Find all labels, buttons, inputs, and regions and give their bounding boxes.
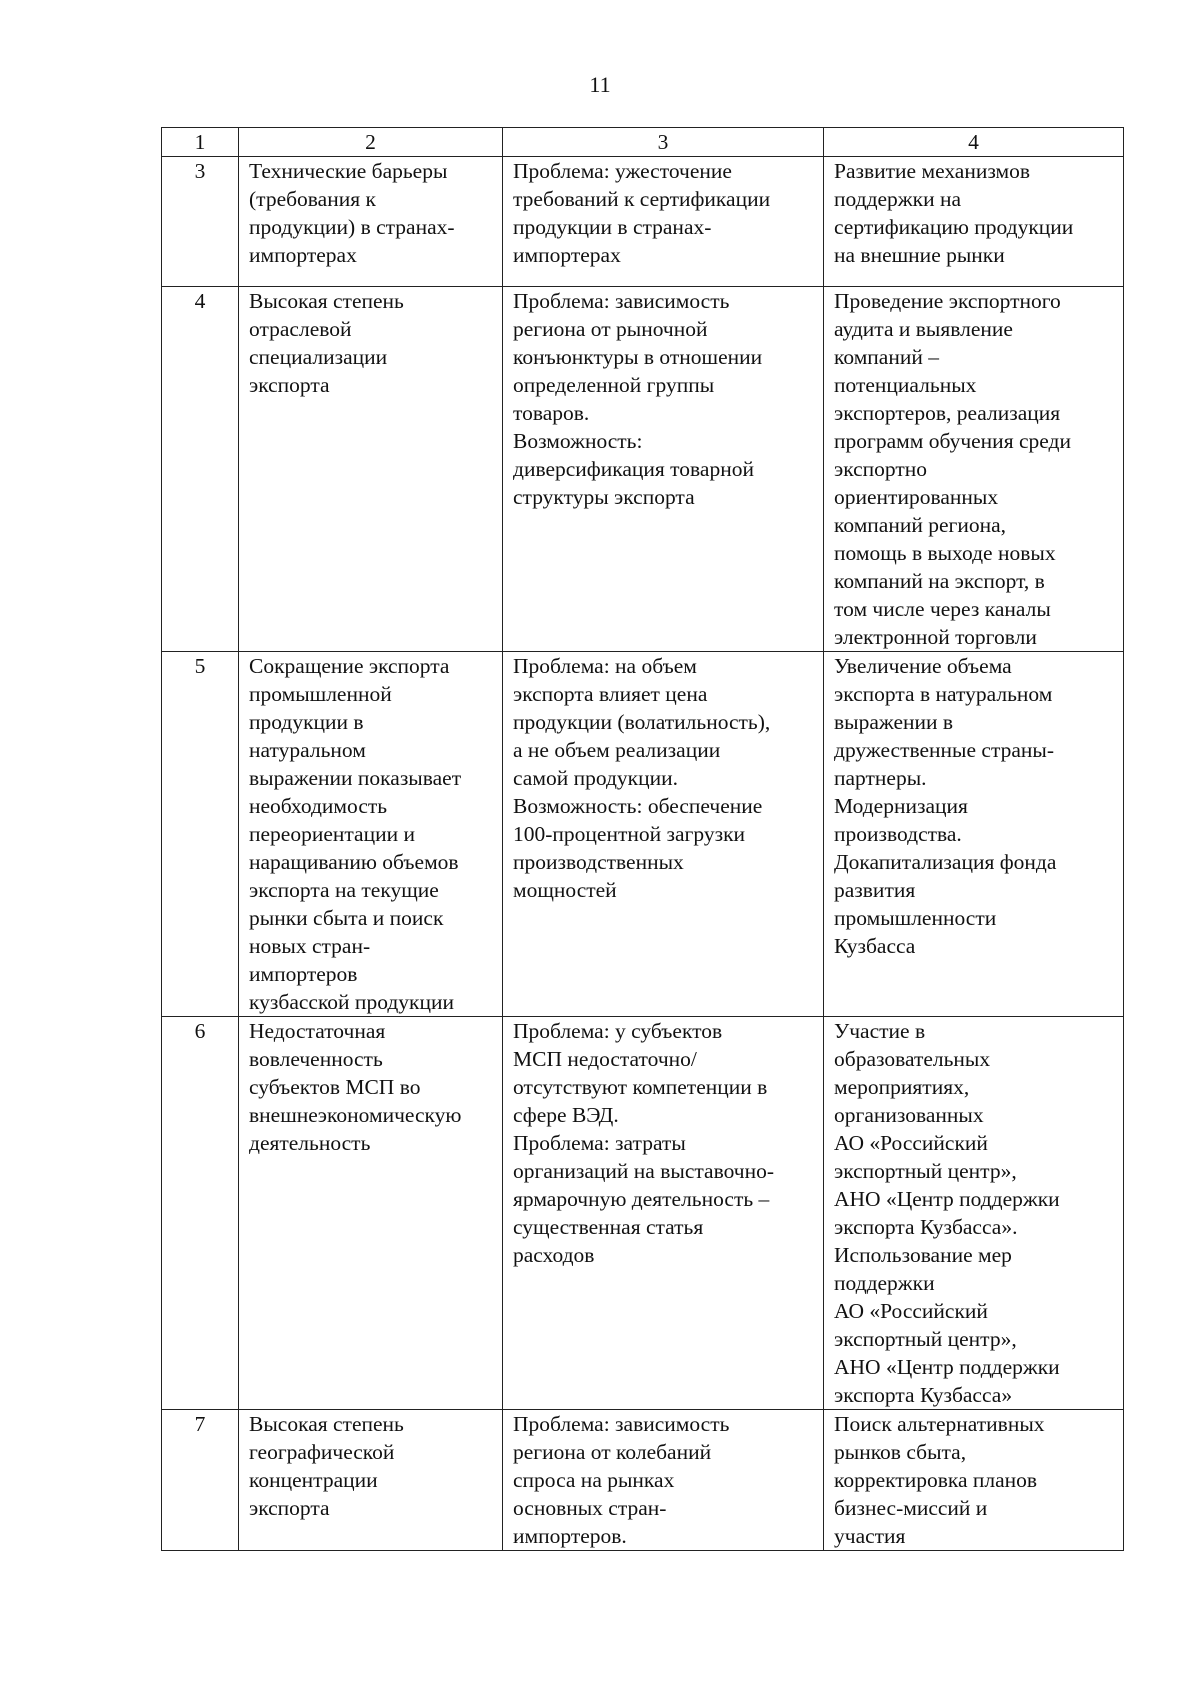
cell-text-line: субъектов МСП во [249,1075,421,1099]
cell-text-line: производства. [834,822,962,846]
header-cell-1: 1 [162,128,239,157]
row-number-cell: 5 [162,652,239,1017]
cell-text-line: Участие в [834,1019,926,1043]
export-barriers-table [161,127,1124,1551]
cell-text-line: продукции в странах- [513,215,712,239]
cell-text-line: рынков сбыта, [834,1440,967,1464]
table-row [162,1017,1124,1410]
cell-text-line: региона от колебаний [513,1440,712,1464]
cell-text-line: Поиск альтернативных [834,1412,1045,1436]
cell-text-line: продукции) в странах- [249,215,455,239]
cell-text-line: мощностей [513,878,617,902]
cell-text-line: существенная статья [513,1215,704,1239]
cell-text-line: отсутствуют компетенции в [513,1075,768,1099]
cell-text-line: МСП недостаточно/ [513,1047,697,1071]
cell-text-line: отраслевой [249,317,352,341]
cell-text-line: Проблема: ужесточение [513,159,732,183]
cell-text-line: концентрации [249,1468,378,1492]
cell-text-line: импортеров [249,962,358,986]
cell-text-line: Недостаточная [249,1019,386,1043]
cell-text-line: корректировка планов [834,1468,1038,1492]
cell-text-line: определенной группы [513,373,715,397]
measures-cell [824,1017,1124,1410]
cell-text-line: внешнеэкономическую [249,1103,462,1127]
cell-text-line: промышленной [249,682,392,706]
barrier-cell [239,652,503,1017]
cell-text-line: развития [834,878,916,902]
cell-text-line: поддержки [834,1271,935,1295]
cell-text-line: электронной торговли [834,625,1037,649]
cell-text-line: импортерах [249,243,357,267]
cell-text-line: переориентации и [249,822,415,846]
cell-text-line: экспорта Кузбасса» [834,1383,1013,1407]
barrier-cell [239,287,503,652]
cell-text-line: АНО «Центр поддержки [834,1355,1060,1379]
cell-text-line: промышленности [834,906,997,930]
cell-text-line: деятельность [249,1131,371,1155]
cell-text-line: наращиванию объемов [249,850,459,874]
cell-text-line: аудита и выявление [834,317,1013,341]
cell-text-line: необходимость [249,794,388,818]
cell-text-line: специализации [249,345,388,369]
cell-text-line: спроса на рынках [513,1468,675,1492]
cell-text-line: Кузбасса [834,934,916,958]
cell-text-line: Проблема: зависимость [513,1412,730,1436]
cell-text-line: сертификацию продукции [834,215,1074,239]
page-number: 11 [589,72,611,97]
header-cell-2: 2 [239,128,503,157]
cell-text-line: организованных [834,1103,984,1127]
cell-text-line: экспорта [249,1496,330,1520]
measures-cell [824,1410,1124,1551]
cell-text-line: компаний на экспорт, в [834,569,1045,593]
cell-text-line: Высокая степень [249,1412,404,1436]
cell-text-line: помощь в выходе новых [834,541,1056,565]
cell-text-line: 100-процентной загрузки [513,822,746,846]
cell-text-line: компаний – [834,345,939,369]
table-row [162,287,1124,652]
cell-text-line: товаров. [513,401,590,425]
cell-text-line: экспорта влияет цена [513,682,708,706]
cell-text-line: вовлеченность [249,1047,383,1071]
header-cell-3: 3 [503,128,824,157]
measures-cell [824,652,1124,1017]
cell-text-line: экспортно [834,457,928,481]
cell-text-line: том числе через каналы [834,597,1051,621]
cell-text-line: экспорта в натуральном [834,682,1053,706]
cell-text-line: Проведение экспортного [834,289,1061,313]
problem-opportunity-cell [503,1017,824,1410]
cell-text-line: Возможность: [513,429,643,453]
row-number-cell: 3 [162,157,239,287]
cell-text-line: АО «Российский [834,1131,988,1155]
measures-cell [824,157,1124,287]
cell-text-line: образовательных [834,1047,991,1071]
table-row [162,1410,1124,1551]
cell-text-line: мероприятиях, [834,1075,970,1099]
cell-text-line: Сокращение экспорта [249,654,450,678]
cell-text-line: структуры экспорта [513,485,695,509]
cell-text-line: расходов [513,1243,595,1267]
cell-text-line: сфере ВЭД. [513,1103,619,1127]
cell-text-line: программ обучения среди [834,429,1071,453]
cell-text-line: выражении в [834,710,954,734]
cell-text-line: импортерах [513,243,621,267]
problem-opportunity-cell [503,652,824,1017]
cell-text-line: бизнес-миссий и [834,1496,988,1520]
cell-text-line: региона от рыночной [513,317,708,341]
cell-text-line: Развитие механизмов [834,159,1031,183]
table-row [162,652,1124,1017]
barrier-cell [239,157,503,287]
cell-text-line: АО «Российский [834,1299,988,1323]
cell-text-line: партнеры. [834,766,927,790]
cell-text-line: экспортеров, реализация [834,401,1061,425]
cell-text-line: АНО «Центр поддержки [834,1187,1060,1211]
cell-text-line: дружественные страны- [834,738,1055,762]
cell-text-line: конъюнктуры в отношении [513,345,763,369]
cell-text-line: Проблема: на объем [513,654,697,678]
cell-text-line: на внешние рынки [834,243,1005,267]
cell-text-line: Возможность: обеспечение [513,794,763,818]
row-number-cell: 7 [162,1410,239,1551]
cell-text-line: ориентированных [834,485,999,509]
cell-text-line: экспорта Кузбасса». [834,1215,1018,1239]
cell-text-line: Увеличение объема [834,654,1012,678]
cell-text-line: рынки сбыта и поиск [249,906,444,930]
cell-text-line: Проблема: затраты [513,1131,686,1155]
cell-text-line: Использование мер [834,1243,1012,1267]
cell-text-line: производственных [513,850,684,874]
cell-text-line: экспортный центр», [834,1327,1017,1351]
cell-text-line: ярмарочную деятельность – [513,1187,770,1211]
cell-text-line: (требования к [249,187,376,211]
cell-text-line: продукции (волатильность), [513,710,771,734]
cell-text-line: импортеров. [513,1524,627,1548]
row-number-cell: 6 [162,1017,239,1410]
cell-text-line: экспортный центр», [834,1159,1017,1183]
cell-text-line: Модернизация [834,794,968,818]
table-row [162,157,1124,287]
cell-text-line: экспорта на текущие [249,878,439,902]
cell-text-line: требований к сертификации [513,187,771,211]
table-body [162,157,1124,1551]
cell-text-line: Докапитализация фонда [834,850,1057,874]
row-number-cell: 4 [162,287,239,652]
cell-text-line: организаций на выставочно- [513,1159,774,1183]
cell-text-line: натуральном [249,738,366,762]
cell-text-line: потенциальных [834,373,977,397]
problem-opportunity-cell [503,1410,824,1551]
cell-text-line: диверсификация товарной [513,457,754,481]
cell-text-line: Проблема: у субъектов [513,1019,723,1043]
cell-text-line: Проблема: зависимость [513,289,730,313]
cell-text-line: кузбасской продукции [249,990,454,1014]
cell-text-line: выражении показывает [249,766,462,790]
measures-cell [824,287,1124,652]
cell-text-line: Высокая степень [249,289,404,313]
cell-text-line: а не объем реализации [513,738,721,762]
barrier-cell [239,1410,503,1551]
cell-text-line: поддержки на [834,187,962,211]
cell-text-line: основных стран- [513,1496,667,1520]
cell-text-line: участия [834,1524,906,1548]
cell-text-line: новых стран- [249,934,371,958]
cell-text-line: экспорта [249,373,330,397]
cell-text-line: Технические барьеры [249,159,448,183]
cell-text-line: самой продукции. [513,766,678,790]
table-header-row [162,128,1124,157]
cell-text-line: компаний региона, [834,513,1007,537]
cell-text-line: географической [249,1440,395,1464]
header-cell-4: 4 [824,128,1124,157]
problem-opportunity-cell [503,157,824,287]
barrier-cell [239,1017,503,1410]
cell-text-line: продукции в [249,710,364,734]
problem-opportunity-cell [503,287,824,652]
